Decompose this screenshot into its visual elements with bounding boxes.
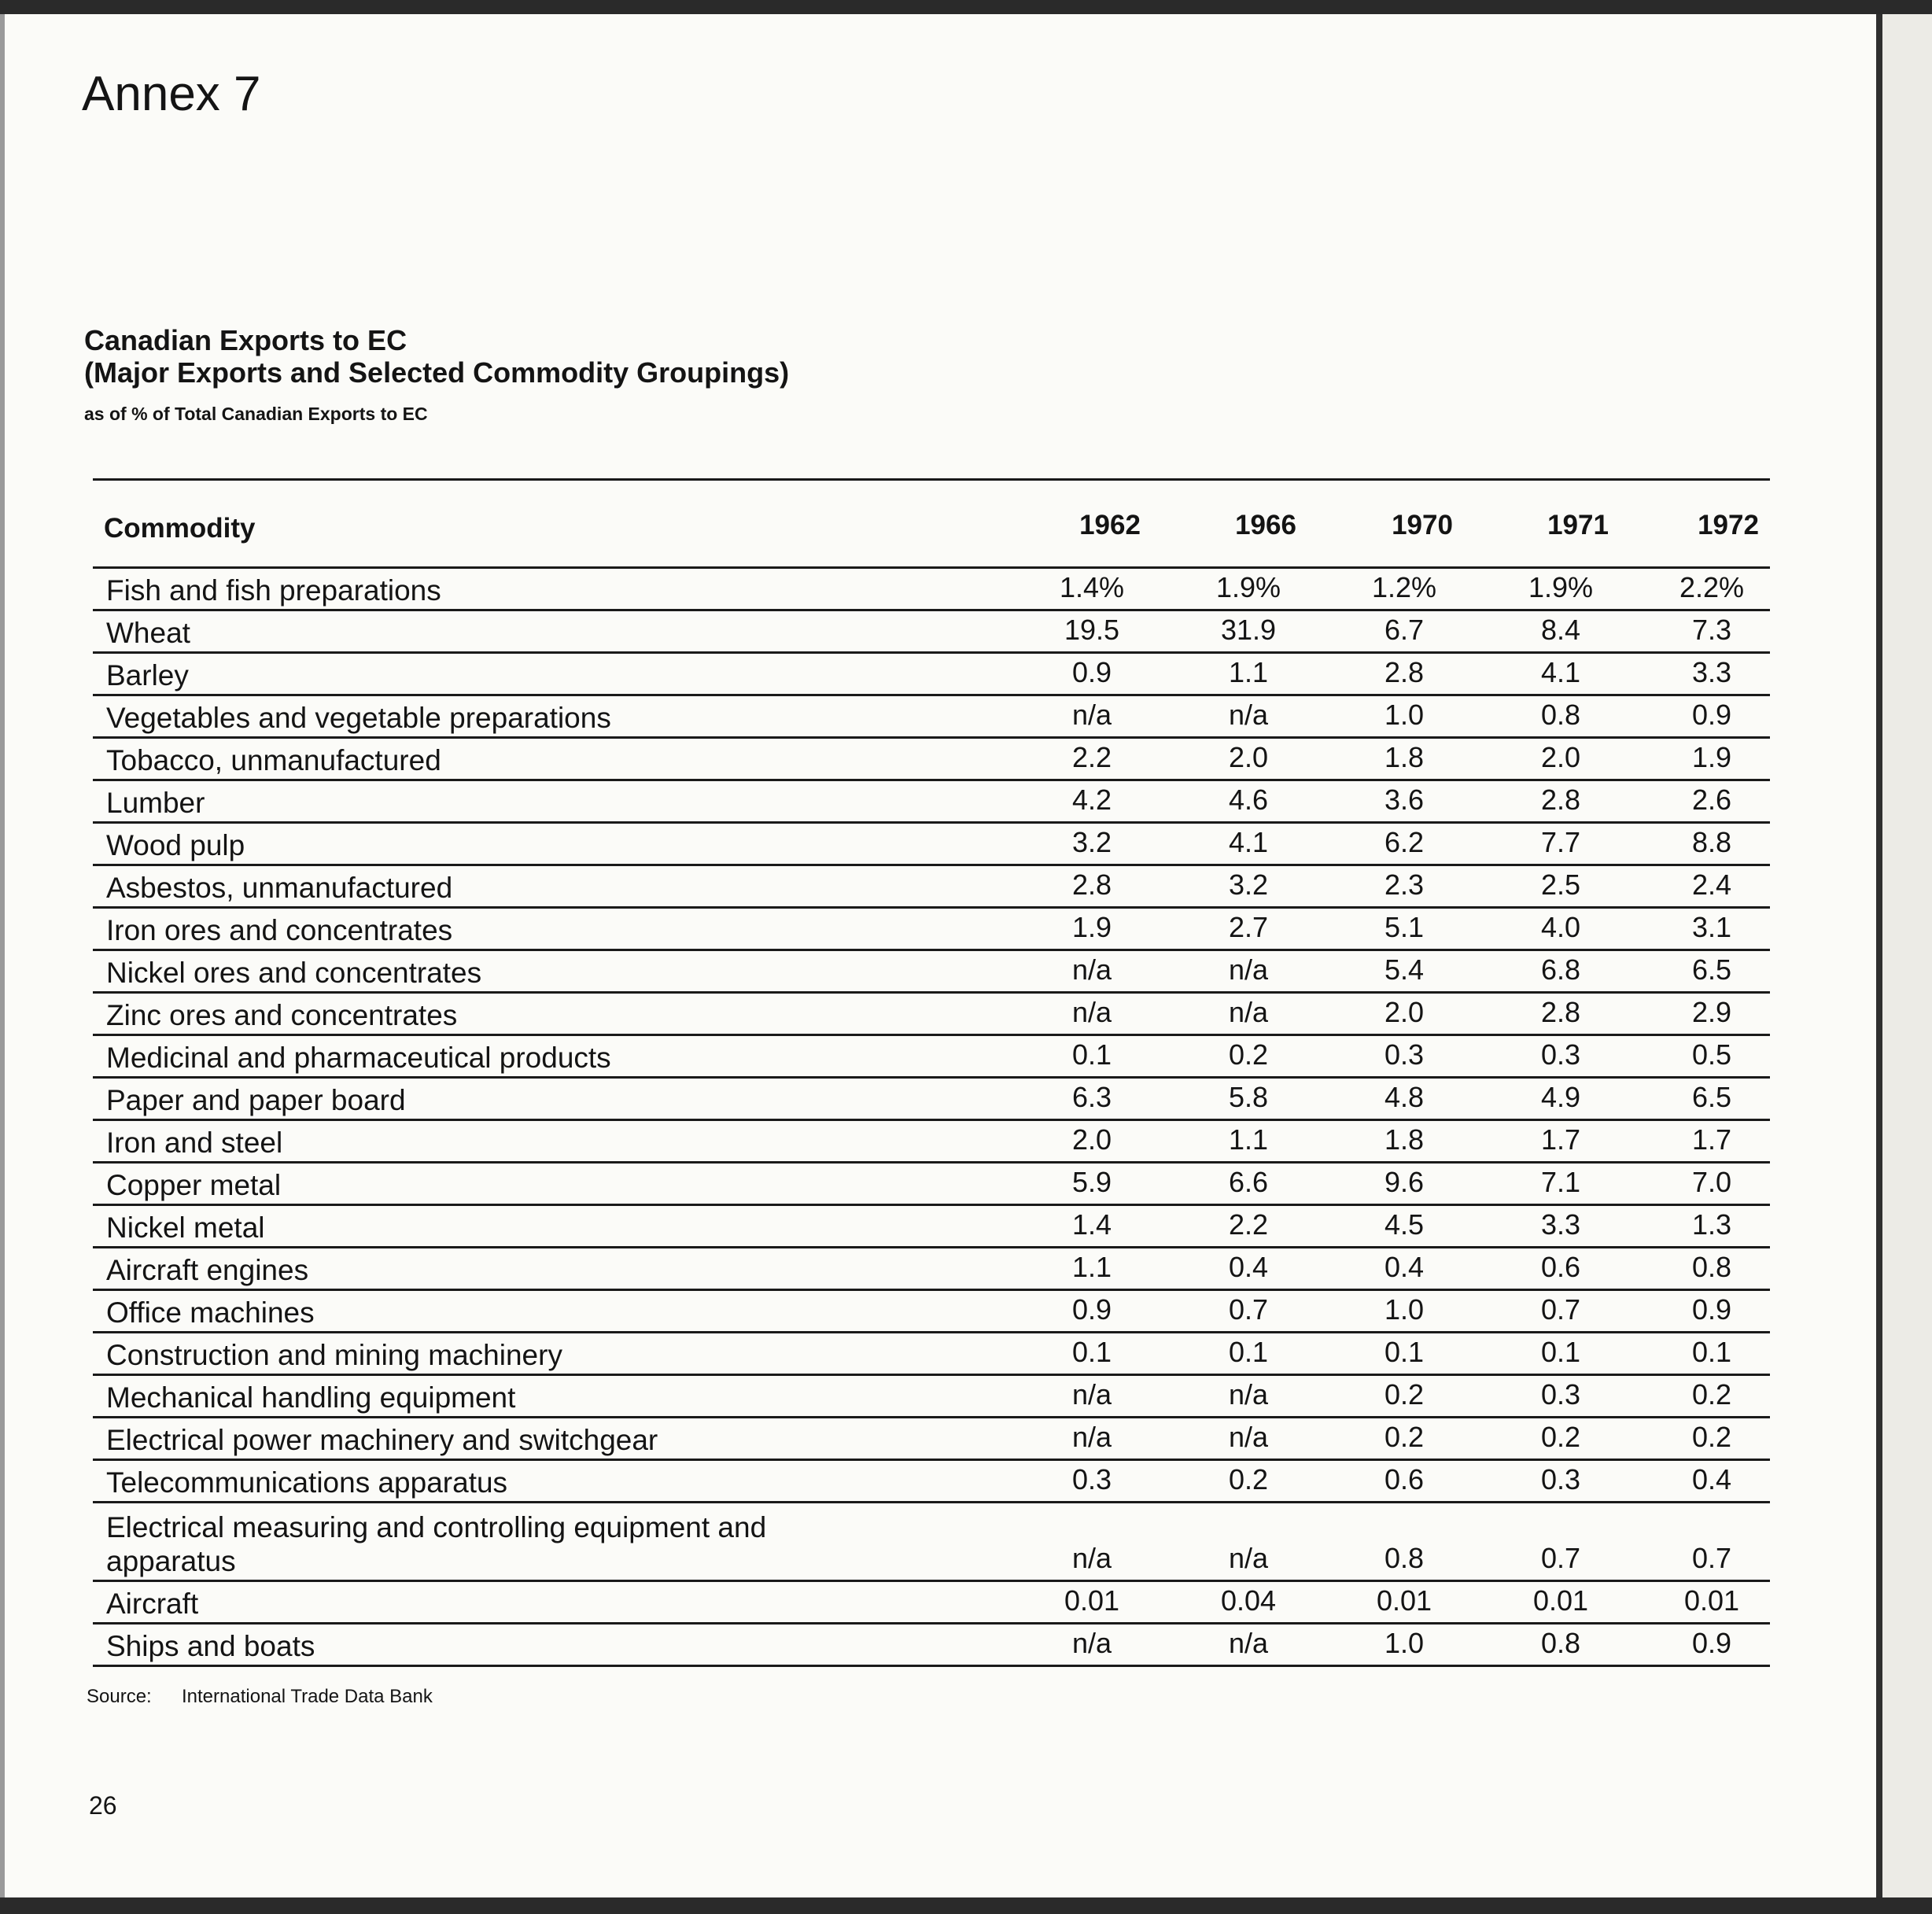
table-row xyxy=(93,1164,1770,1206)
value-cell-1962: 2.0 xyxy=(1071,1123,1112,1156)
commodity-name: Construction and mining machinery xyxy=(106,1339,562,1371)
commodity-name: Nickel metal xyxy=(106,1211,265,1244)
header-year-1970: 1970 xyxy=(1392,510,1453,540)
value-cell-1966: n/a xyxy=(1228,1542,1269,1574)
value-cell-1962: 1.1 xyxy=(1071,1251,1112,1283)
annex-heading: Annex 7 xyxy=(82,67,261,121)
value-cell-1962: n/a xyxy=(1071,996,1112,1028)
value-cell-1972: 0.01 xyxy=(1683,1584,1740,1617)
value-cell-1962: 1.9 xyxy=(1071,911,1112,943)
value-cell-1971: 0.01 xyxy=(1532,1584,1589,1617)
scan-border-top xyxy=(0,0,1932,14)
commodity-name xyxy=(106,1510,893,1578)
header-year-1971: 1971 xyxy=(1547,510,1609,540)
value-cell-1971: 2.5 xyxy=(1540,868,1581,901)
table-row xyxy=(93,866,1770,909)
commodity-name: Aircraft xyxy=(106,1588,199,1620)
value-cell-1962: 3.2 xyxy=(1071,826,1112,858)
value-cell-1962: n/a xyxy=(1071,1542,1112,1574)
scan-border-left xyxy=(0,14,5,1897)
commodity-name: Tobacco, unmanufactured xyxy=(106,744,441,776)
value-cell-1971: 7.7 xyxy=(1540,826,1581,858)
table-row xyxy=(93,1036,1770,1079)
value-cell-1972: 2.2% xyxy=(1679,571,1745,603)
table-row xyxy=(93,1121,1770,1164)
value-cell-1962: 1.4% xyxy=(1059,571,1125,603)
value-cell-1971: 1.9% xyxy=(1528,571,1594,603)
value-cell-1970: 1.2% xyxy=(1371,571,1437,603)
value-cell-1972: 2.9 xyxy=(1691,996,1732,1028)
value-cell-1966: n/a xyxy=(1228,1627,1269,1659)
table-row xyxy=(93,1206,1770,1248)
value-cell-1966: 0.2 xyxy=(1228,1038,1269,1071)
value-cell-1971: 2.8 xyxy=(1540,996,1581,1028)
value-cell-1972: 0.2 xyxy=(1691,1378,1732,1411)
value-cell-1966: 2.2 xyxy=(1228,1208,1269,1241)
value-cell-1972: 0.9 xyxy=(1691,1627,1732,1659)
commodity-name: Fish and fish preparations xyxy=(106,574,441,607)
value-cell-1971: 2.0 xyxy=(1540,741,1581,773)
value-cell-1972: 0.8 xyxy=(1691,1251,1732,1283)
commodity-name: Wood pulp xyxy=(106,829,245,861)
table-row xyxy=(93,1503,1770,1582)
value-cell-1972: 6.5 xyxy=(1691,953,1732,986)
commodity-name-line: Electrical measuring and controlling equipment and xyxy=(106,1511,767,1543)
value-cell-1971: 3.3 xyxy=(1540,1208,1581,1241)
value-cell-1966: n/a xyxy=(1228,1378,1269,1411)
value-cell-1966: 2.7 xyxy=(1228,911,1269,943)
value-cell-1966: 1.9% xyxy=(1215,571,1281,603)
commodity-name: Barley xyxy=(106,659,189,691)
value-cell-1971: 0.2 xyxy=(1540,1421,1581,1453)
value-cell-1970: 4.8 xyxy=(1384,1081,1425,1113)
table-title: Canadian Exports to EC xyxy=(84,324,407,356)
value-cell-1966: n/a xyxy=(1228,1421,1269,1453)
value-cell-1970: 2.8 xyxy=(1384,656,1425,688)
commodity-name: Paper and paper board xyxy=(106,1084,406,1116)
commodity-name: Nickel ores and concentrates xyxy=(106,957,482,989)
value-cell-1971: 4.0 xyxy=(1540,911,1581,943)
commodity-name: Vegetables and vegetable preparations xyxy=(106,702,611,734)
value-cell-1971: 0.6 xyxy=(1540,1251,1581,1283)
value-cell-1972: 0.1 xyxy=(1691,1336,1732,1368)
value-cell-1972: 0.9 xyxy=(1691,699,1732,731)
value-cell-1971: 4.9 xyxy=(1540,1081,1581,1113)
value-cell-1970: 0.8 xyxy=(1384,1542,1425,1574)
table-row xyxy=(93,1582,1770,1625)
value-cell-1970: 0.1 xyxy=(1384,1336,1425,1368)
table-row xyxy=(93,739,1770,781)
value-cell-1971: 4.1 xyxy=(1540,656,1581,688)
value-cell-1962: n/a xyxy=(1071,1627,1112,1659)
value-cell-1966: n/a xyxy=(1228,996,1269,1028)
value-cell-1962: 2.2 xyxy=(1071,741,1112,773)
value-cell-1971: 0.1 xyxy=(1540,1336,1581,1368)
commodity-name: Iron and steel xyxy=(106,1127,283,1159)
table-unit-note: as of % of Total Canadian Exports to EC xyxy=(84,404,428,424)
scan-border-bottom xyxy=(0,1897,1932,1914)
table-row xyxy=(93,611,1770,654)
table-row xyxy=(93,1461,1770,1503)
commodity-name: Zinc ores and concentrates xyxy=(106,999,458,1031)
value-cell-1970: 0.2 xyxy=(1384,1421,1425,1453)
value-cell-1970: 2.0 xyxy=(1384,996,1425,1028)
scan-border-right xyxy=(1876,14,1882,1897)
page-number: 26 xyxy=(89,1791,117,1820)
source-text: International Trade Data Bank xyxy=(182,1686,433,1707)
commodity-name: Copper metal xyxy=(106,1169,282,1201)
scan-edge-right xyxy=(1882,14,1932,1897)
table-top-rule xyxy=(93,478,1770,481)
table-row xyxy=(93,1376,1770,1418)
value-cell-1970: 0.4 xyxy=(1384,1251,1425,1283)
header-year-1962: 1962 xyxy=(1079,510,1141,540)
commodity-name: Medicinal and pharmaceutical products xyxy=(106,1042,611,1074)
table-body xyxy=(93,569,1770,1667)
value-cell-1970: 4.5 xyxy=(1384,1208,1425,1241)
value-cell-1972: 7.3 xyxy=(1691,614,1732,646)
value-cell-1966: 1.1 xyxy=(1228,1123,1269,1156)
value-cell-1970: 6.7 xyxy=(1384,614,1425,646)
value-cell-1962: 0.9 xyxy=(1071,1293,1112,1326)
value-cell-1970: 0.2 xyxy=(1384,1378,1425,1411)
value-cell-1966: 1.1 xyxy=(1228,656,1269,688)
value-cell-1962: 6.3 xyxy=(1071,1081,1112,1113)
table-row xyxy=(93,951,1770,994)
value-cell-1972: 3.1 xyxy=(1691,911,1732,943)
commodity-name: Lumber xyxy=(106,787,205,819)
value-cell-1970: 1.8 xyxy=(1384,741,1425,773)
value-cell-1971: 2.8 xyxy=(1540,784,1581,816)
commodity-name: Mechanical handling equipment xyxy=(106,1381,516,1414)
value-cell-1972: 2.6 xyxy=(1691,784,1732,816)
header-commodity: Commodity xyxy=(104,513,256,544)
value-cell-1971: 8.4 xyxy=(1540,614,1581,646)
value-cell-1972: 1.9 xyxy=(1691,741,1732,773)
value-cell-1971: 1.7 xyxy=(1540,1123,1581,1156)
value-cell-1966: 0.1 xyxy=(1228,1336,1269,1368)
table-row xyxy=(93,1418,1770,1461)
table-row xyxy=(93,1625,1770,1667)
value-cell-1962: 2.8 xyxy=(1071,868,1112,901)
value-cell-1970: 9.6 xyxy=(1384,1166,1425,1198)
table-row xyxy=(93,1248,1770,1291)
table-row xyxy=(93,1079,1770,1121)
value-cell-1966: 0.7 xyxy=(1228,1293,1269,1326)
commodity-name: Aircraft engines xyxy=(106,1254,309,1286)
table-row xyxy=(93,1333,1770,1376)
table-row xyxy=(93,696,1770,739)
commodity-name: Asbestos, unmanufactured xyxy=(106,872,453,904)
value-cell-1972: 0.5 xyxy=(1691,1038,1732,1071)
value-cell-1971: 0.3 xyxy=(1540,1038,1581,1071)
value-cell-1970: 3.6 xyxy=(1384,784,1425,816)
value-cell-1972: 7.0 xyxy=(1691,1166,1732,1198)
table-row xyxy=(93,909,1770,951)
value-cell-1966: 5.8 xyxy=(1228,1081,1269,1113)
value-cell-1971: 0.3 xyxy=(1540,1378,1581,1411)
value-cell-1972: 0.2 xyxy=(1691,1421,1732,1453)
value-cell-1972: 2.4 xyxy=(1691,868,1732,901)
value-cell-1962: 0.3 xyxy=(1071,1463,1112,1495)
value-cell-1970: 0.3 xyxy=(1384,1038,1425,1071)
value-cell-1970: 6.2 xyxy=(1384,826,1425,858)
value-cell-1962: n/a xyxy=(1071,1421,1112,1453)
value-cell-1972: 8.8 xyxy=(1691,826,1732,858)
value-cell-1970: 1.0 xyxy=(1384,699,1425,731)
value-cell-1966: 2.0 xyxy=(1228,741,1269,773)
header-year-1972: 1972 xyxy=(1698,510,1759,540)
value-cell-1962: 4.2 xyxy=(1071,784,1112,816)
value-cell-1972: 1.7 xyxy=(1691,1123,1732,1156)
value-cell-1966: 31.9 xyxy=(1220,614,1277,646)
value-cell-1972: 1.3 xyxy=(1691,1208,1732,1241)
value-cell-1971: 7.1 xyxy=(1540,1166,1581,1198)
value-cell-1972: 0.7 xyxy=(1691,1542,1732,1574)
value-cell-1962: 1.4 xyxy=(1071,1208,1112,1241)
value-cell-1966: 0.04 xyxy=(1220,1584,1277,1617)
commodity-name: Office machines xyxy=(106,1296,315,1329)
header-year-1966: 1966 xyxy=(1235,510,1296,540)
value-cell-1970: 5.1 xyxy=(1384,911,1425,943)
value-cell-1962: n/a xyxy=(1071,953,1112,986)
value-cell-1966: 0.2 xyxy=(1228,1463,1269,1495)
commodity-name: Electrical power machinery and switchgear xyxy=(106,1424,658,1456)
table-row xyxy=(93,569,1770,611)
value-cell-1962: n/a xyxy=(1071,1378,1112,1411)
value-cell-1962: 0.1 xyxy=(1071,1038,1112,1071)
table-row xyxy=(93,994,1770,1036)
value-cell-1962: 19.5 xyxy=(1064,614,1120,646)
table-row xyxy=(93,654,1770,696)
value-cell-1972: 0.4 xyxy=(1691,1463,1732,1495)
source-label: Source: xyxy=(87,1686,152,1707)
value-cell-1970: 5.4 xyxy=(1384,953,1425,986)
value-cell-1970: 0.01 xyxy=(1376,1584,1432,1617)
value-cell-1966: 4.1 xyxy=(1228,826,1269,858)
value-cell-1970: 1.0 xyxy=(1384,1293,1425,1326)
value-cell-1962: 5.9 xyxy=(1071,1166,1112,1198)
value-cell-1966: n/a xyxy=(1228,699,1269,731)
value-cell-1971: 6.8 xyxy=(1540,953,1581,986)
value-cell-1966: 6.6 xyxy=(1228,1166,1269,1198)
table-subtitle: (Major Exports and Selected Commodity Groupings) xyxy=(84,356,790,389)
value-cell-1970: 2.3 xyxy=(1384,868,1425,901)
value-cell-1966: n/a xyxy=(1228,953,1269,986)
commodity-name: Ships and boats xyxy=(106,1630,315,1662)
commodity-name: Telecommunications apparatus xyxy=(106,1466,508,1499)
value-cell-1962: 0.9 xyxy=(1071,656,1112,688)
commodity-name-line: apparatus xyxy=(106,1545,236,1577)
table-row xyxy=(93,781,1770,824)
value-cell-1972: 0.9 xyxy=(1691,1293,1732,1326)
commodity-name: Iron ores and concentrates xyxy=(106,914,453,946)
value-cell-1962: 0.01 xyxy=(1064,1584,1120,1617)
table-row xyxy=(93,824,1770,866)
value-cell-1962: n/a xyxy=(1071,699,1112,731)
value-cell-1966: 0.4 xyxy=(1228,1251,1269,1283)
value-cell-1972: 6.5 xyxy=(1691,1081,1732,1113)
value-cell-1970: 0.6 xyxy=(1384,1463,1425,1495)
value-cell-1971: 0.7 xyxy=(1540,1293,1581,1326)
value-cell-1971: 0.8 xyxy=(1540,699,1581,731)
table-row xyxy=(93,1291,1770,1333)
value-cell-1971: 0.7 xyxy=(1540,1542,1581,1574)
value-cell-1962: 0.1 xyxy=(1071,1336,1112,1368)
value-cell-1966: 4.6 xyxy=(1228,784,1269,816)
value-cell-1970: 1.8 xyxy=(1384,1123,1425,1156)
value-cell-1972: 3.3 xyxy=(1691,656,1732,688)
value-cell-1971: 0.8 xyxy=(1540,1627,1581,1659)
commodity-name: Wheat xyxy=(106,617,190,649)
value-cell-1966: 3.2 xyxy=(1228,868,1269,901)
value-cell-1971: 0.3 xyxy=(1540,1463,1581,1495)
value-cell-1970: 1.0 xyxy=(1384,1627,1425,1659)
